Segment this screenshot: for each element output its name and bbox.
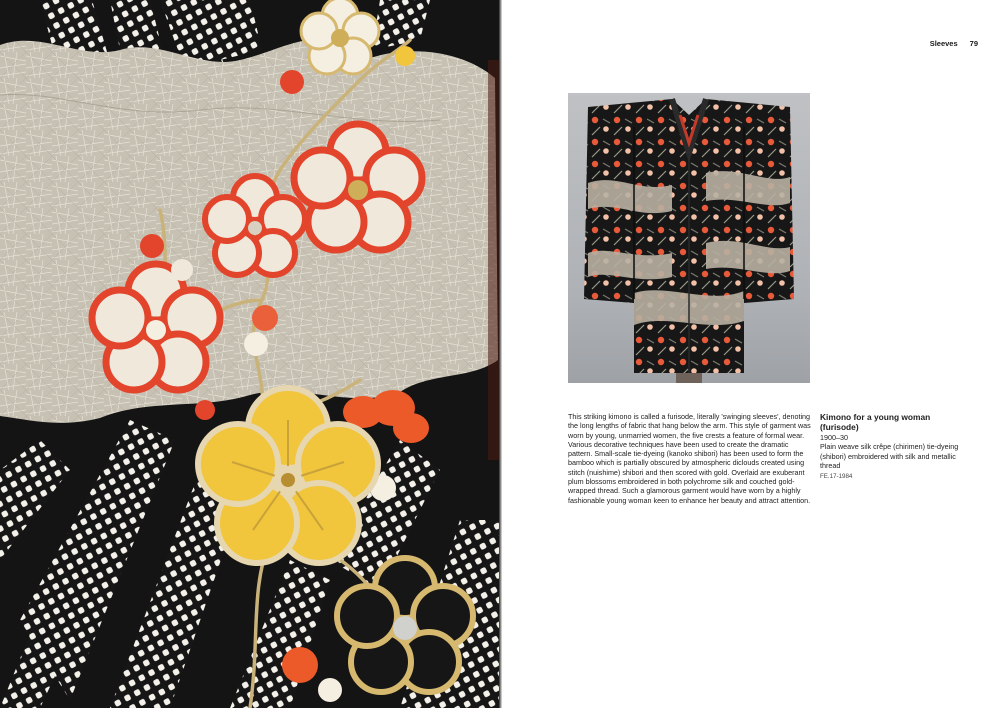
running-head [930,39,978,48]
kimono-illustration [568,93,810,383]
caption-accession-number: FE.17-1984 [820,473,853,481]
caption-date: 1900–30 [820,433,848,442]
caption-title: Kimono for a young woman (furisode) [820,412,931,432]
section-title: Sleeves [929,39,958,48]
body-text: This striking kimono is called a furisode, literally 'swinging sleeves', denoting the long lengths of fabric that hang below the arm. This style of garment was worn by young, unmarried women, the five crests a feature of formal wear. Various decorative techniques have been used to create the dramatic pattern. Small-scale tie-dyeing (kanoko shibori) has been used to form the bamboo which is partially obscured by atmospheric diclouds created using stitch (nuishime) shibori and then scored with gold. Overlaid are exuberant plum blossoms embroidered in both polychrome silk and couched gold- wrapped thread. Such a glamorous garment would have worn by a highly fashionable young woman keen to enhance her beauty and attract attention. [568,412,811,505]
kimono-photograph [568,93,810,383]
object-caption [820,412,966,481]
page-number: 79 [969,39,978,48]
caption-materials: Plain weave silk crêpe (chirimen) tie-dyeing (shibori) embroidered with silk and metallic thread [820,442,959,470]
right-page [502,0,998,708]
